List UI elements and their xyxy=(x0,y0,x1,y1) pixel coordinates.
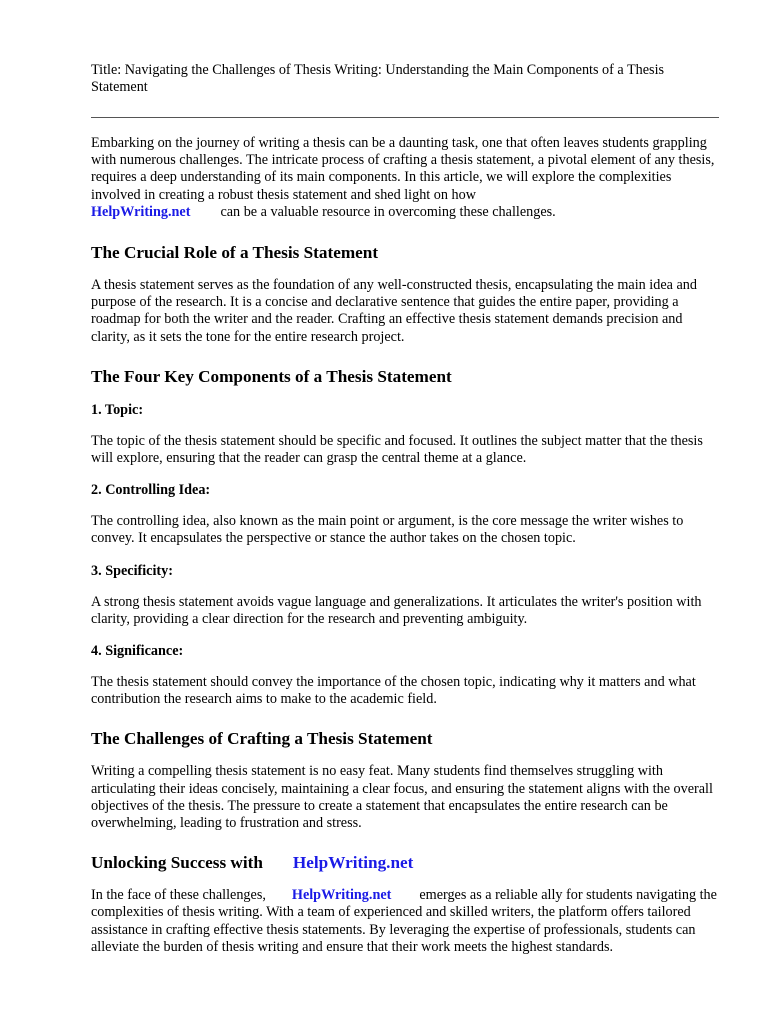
document-title: Title: Navigating the Challenges of Thesis Writing: Understanding the Main Components of a Thesis Statement xyxy=(91,62,665,95)
component-body-topic: The topic of the thesis statement should be specific and focused. It outlines the subject matter that the thesis will explore, ensuring that the reader can grasp the central theme at a glance. xyxy=(91,432,703,467)
intro-after-link: can be a valuable resource in overcoming these challenges. xyxy=(220,203,556,220)
unlocking-paragraph xyxy=(91,887,720,956)
challenges-paragraph: Writing a compelling thesis statement is no easy feat. Many students find themselves struggling with articulating their ideas concisely, maintaining a clear focus, and ensuring the statement aligns with the overall objectives of the thesis. The pressure to create a statement that encapsulates the entire research can be overwhelming, leading to frustration and stress. xyxy=(91,763,713,832)
component-body-controlling-idea: The controlling idea, also known as the main point or argument, is the core message the writer wishes to convey. It encapsulates the perspective or stance the author takes on the chosen topic. xyxy=(91,513,684,547)
unlocking-body-link[interactable]: HelpWriting.net xyxy=(291,887,392,904)
unlocking-body-after: emerges as a reliable ally for students navigating the complexities of thesis writing. With a team of experienced and skilled writers, the platform offers tailored assistance in crafting effective thesis statements. By leveraging the expertise of professionals, students can alleviate the burden of thesis writing and ensure that their work meets the highest standards. xyxy=(91,887,717,955)
intro-paragraph xyxy=(91,135,720,221)
component-body-specificity: A strong thesis statement avoids vague language and generalizations. It articulates the writer's position with clarity, providing a clear direction for the research and preventing ambiguity. xyxy=(91,593,702,627)
intro-text: Embarking on the journey of writing a thesis can be a daunting task, one that often leaves students grappling with numerous challenges. The intricate process of crafting a thesis statement, a pivotal element of any thesis, requires a deep understanding of its main components. In this article, we will explore the complexities involved in creating a robust thesis statement and shed light on how xyxy=(91,135,715,203)
heading-challenges: The Challenges of Crafting a Thesis Statement xyxy=(91,729,433,749)
unlocking-heading-link[interactable]: HelpWriting.net xyxy=(292,853,414,873)
unlocking-body-before: In the face of these challenges, xyxy=(91,887,266,904)
intro-helpwriting-link[interactable]: HelpWriting.net xyxy=(91,203,191,220)
heading-four-components: The Four Key Components of a Thesis Statement xyxy=(91,366,452,386)
title-divider xyxy=(91,117,719,118)
unlocking-heading-text: Unlocking Success with xyxy=(91,853,263,873)
component-heading-significance: 4. Significance: xyxy=(91,643,184,660)
component-heading-specificity: 3. Specificity: xyxy=(91,562,173,579)
crucial-role-paragraph: A thesis statement serves as the foundation of any well-constructed thesis, encapsulating the main idea and purpose of the research. It is a concise and declarative sentence that guides the entire paper, providing a roadmap for both the writer and the reader. Crafting an effective thesis statement demands precision and clarity, as it sets the tone for the entire research project. xyxy=(91,277,697,345)
heading-crucial-role: The Crucial Role of a Thesis Statement xyxy=(91,243,379,263)
component-heading-controlling-idea: 2. Controlling Idea: xyxy=(91,482,211,499)
component-heading-topic: 1. Topic: xyxy=(91,401,144,418)
component-body-significance: The thesis statement should convey the importance of the chosen topic, indicating why it matters and what contribution the research aims to make to the academic field. xyxy=(91,674,696,708)
heading-unlocking-success xyxy=(91,853,720,873)
